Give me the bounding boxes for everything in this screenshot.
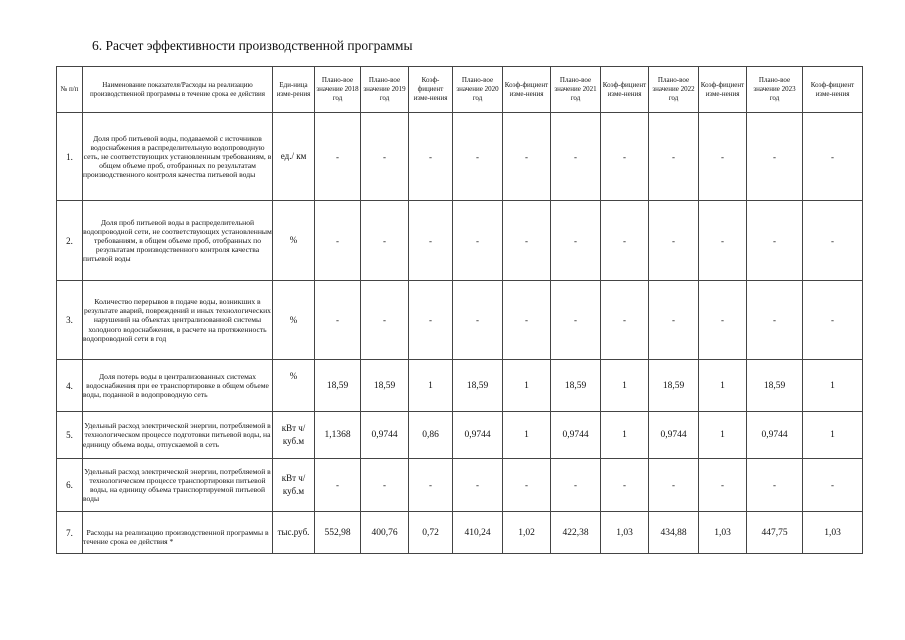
value-cell: 1 bbox=[699, 360, 747, 412]
value-cell: - bbox=[361, 113, 409, 201]
value-cell: - bbox=[747, 113, 803, 201]
value-cell: - bbox=[803, 201, 863, 281]
unit-cell: ед./ км bbox=[273, 113, 315, 201]
value-cell: - bbox=[315, 281, 361, 360]
value-cell: - bbox=[747, 201, 803, 281]
value-cell: 1 bbox=[601, 412, 649, 459]
value-cell: 400,76 bbox=[361, 512, 409, 554]
value-cell: - bbox=[551, 113, 601, 201]
value-cell: - bbox=[503, 281, 551, 360]
value-cell: - bbox=[649, 201, 699, 281]
table-row bbox=[57, 412, 863, 459]
value-cell: 18,59 bbox=[453, 360, 503, 412]
value-cell: - bbox=[699, 459, 747, 512]
value-cell: 0,72 bbox=[409, 512, 453, 554]
unit-cell: кВт ч/куб.м bbox=[273, 412, 315, 459]
value-cell: 0,9744 bbox=[361, 412, 409, 459]
value-cell: - bbox=[699, 201, 747, 281]
row-number: 7. bbox=[57, 512, 83, 554]
value-cell: - bbox=[503, 113, 551, 201]
value-cell: - bbox=[747, 459, 803, 512]
value-cell: 1,1368 bbox=[315, 412, 361, 459]
value-cell: - bbox=[747, 281, 803, 360]
value-cell: 1,03 bbox=[699, 512, 747, 554]
value-cell: 18,59 bbox=[315, 360, 361, 412]
value-cell: 1,03 bbox=[803, 512, 863, 554]
value-cell: - bbox=[409, 459, 453, 512]
value-cell: - bbox=[361, 201, 409, 281]
value-cell: 1 bbox=[601, 360, 649, 412]
value-cell: 18,59 bbox=[649, 360, 699, 412]
header-coef-2019: Коэф-фициент изме-нения bbox=[409, 67, 453, 113]
value-cell: - bbox=[315, 201, 361, 281]
indicator-name: Доля потерь воды в централизованных системах водоснабжения при ее транспортировке в общем объеме воды, поданной в водопроводную сеть bbox=[83, 360, 273, 412]
indicator-name: Количество перерывов в подаче воды, возникших в результате аварий, повреждений и иных технологических нарушений на объектах централизованной системы холодного водоснабжения, в расчете на протяженность водопроводной сети в год bbox=[83, 281, 273, 360]
value-cell: 0,86 bbox=[409, 412, 453, 459]
table-row bbox=[57, 459, 863, 512]
indicator-name: Доля проб питьевой воды, подаваемой с источников водоснабжения в распределительную водопроводную сеть, не соответствующих установленным требованиям, в общем объеме проб, отобранных по результатам производственного контроля качества питьевой воды bbox=[83, 113, 273, 201]
row-number: 3. bbox=[57, 281, 83, 360]
indicator-name: Расходы на реализацию производственной программы в течение срока ее действия * bbox=[83, 512, 273, 554]
value-cell: 1 bbox=[699, 412, 747, 459]
header-unit: Еди-ница изме-рения bbox=[273, 67, 315, 113]
value-cell: - bbox=[503, 459, 551, 512]
value-cell: - bbox=[803, 281, 863, 360]
value-cell: - bbox=[601, 201, 649, 281]
section-title: 6. Расчет эффективности производственной программы bbox=[92, 38, 413, 53]
value-cell: - bbox=[601, 281, 649, 360]
value-cell: - bbox=[601, 459, 649, 512]
value-cell: - bbox=[649, 459, 699, 512]
header-plan-2018: Плано-вое значение 2018 год bbox=[315, 67, 361, 113]
value-cell: - bbox=[601, 113, 649, 201]
value-cell: 434,88 bbox=[649, 512, 699, 554]
value-cell: 1 bbox=[803, 412, 863, 459]
value-cell: 0,9744 bbox=[649, 412, 699, 459]
header-plan-2019: Плано-вое значение 2019 год bbox=[361, 67, 409, 113]
header-num: № п/п bbox=[57, 67, 83, 113]
value-cell: - bbox=[803, 113, 863, 201]
efficiency-table bbox=[56, 66, 863, 554]
value-cell: 1 bbox=[503, 360, 551, 412]
header-name: Наименование показателя/Расходы на реализацию производственной программы в течение срока ее действия bbox=[83, 67, 273, 113]
value-cell: - bbox=[453, 201, 503, 281]
value-cell: 0,9744 bbox=[453, 412, 503, 459]
value-cell: - bbox=[315, 113, 361, 201]
value-cell: 1 bbox=[409, 360, 453, 412]
value-cell: - bbox=[361, 281, 409, 360]
value-cell: 0,9744 bbox=[551, 412, 601, 459]
unit-cell: % bbox=[273, 281, 315, 360]
unit-cell: тыс.руб. bbox=[273, 512, 315, 554]
value-cell: - bbox=[649, 281, 699, 360]
value-cell: - bbox=[551, 281, 601, 360]
row-number: 2. bbox=[57, 201, 83, 281]
value-cell: 18,59 bbox=[747, 360, 803, 412]
unit-cell: % bbox=[273, 360, 315, 412]
header-plan-2021: Плано-вое значение 2021 год bbox=[551, 67, 601, 113]
value-cell: - bbox=[453, 281, 503, 360]
value-cell: 410,24 bbox=[453, 512, 503, 554]
value-cell: - bbox=[699, 281, 747, 360]
value-cell: - bbox=[503, 201, 551, 281]
value-cell: - bbox=[551, 201, 601, 281]
table-row bbox=[57, 113, 863, 201]
value-cell: - bbox=[551, 459, 601, 512]
indicator-name: Удельный расход электрической энергии, потребляемой в технологическом процессе подготовки питьевой воды, на единицу объема воды, отпускаемой в сеть bbox=[83, 412, 273, 459]
table-row bbox=[57, 281, 863, 360]
value-cell: - bbox=[699, 113, 747, 201]
value-cell: - bbox=[453, 459, 503, 512]
value-cell: 447,75 bbox=[747, 512, 803, 554]
table-row bbox=[57, 360, 863, 412]
value-cell: 1,03 bbox=[601, 512, 649, 554]
value-cell: 552,98 bbox=[315, 512, 361, 554]
unit-cell: кВт ч/куб.м bbox=[273, 459, 315, 512]
header-plan-2022: Плано-вое значение 2022 год bbox=[649, 67, 699, 113]
value-cell: 1 bbox=[803, 360, 863, 412]
header-row bbox=[57, 67, 863, 113]
header-coef-2022: Коэф-фициент изме-нения bbox=[699, 67, 747, 113]
value-cell: - bbox=[315, 459, 361, 512]
header-coef-2020: Коэф-фициент изме-нения bbox=[503, 67, 551, 113]
value-cell: 0,9744 bbox=[747, 412, 803, 459]
value-cell: 422,38 bbox=[551, 512, 601, 554]
value-cell: - bbox=[361, 459, 409, 512]
value-cell: - bbox=[649, 113, 699, 201]
row-number: 4. bbox=[57, 360, 83, 412]
header-coef-2023: Коэф-фициент изме-нения bbox=[803, 67, 863, 113]
indicator-name: Удельный расход электрической энергии, потребляемой в технологическом процессе транспортировки питьевой воды, на единицу объема транспортируемой питьевой воды bbox=[83, 459, 273, 512]
header-coef-2021: Коэф-фициент изме-нения bbox=[601, 67, 649, 113]
table-row bbox=[57, 201, 863, 281]
row-number: 5. bbox=[57, 412, 83, 459]
indicator-name: Доля проб питьевой воды в распределительной водопроводной сети, не соответствующих установленным требованиям, в общем объеме проб, отобранных по результатам производственного контроля качества питьевой воды bbox=[83, 201, 273, 281]
value-cell: - bbox=[453, 113, 503, 201]
header-plan-2020: Плано-вое значение 2020 год bbox=[453, 67, 503, 113]
value-cell: - bbox=[803, 459, 863, 512]
row-number: 6. bbox=[57, 459, 83, 512]
value-cell: 18,59 bbox=[361, 360, 409, 412]
value-cell: - bbox=[409, 113, 453, 201]
header-plan-2023: Плано-вое значение 2023 год bbox=[747, 67, 803, 113]
row-number: 1. bbox=[57, 113, 83, 201]
value-cell: - bbox=[409, 201, 453, 281]
table-row bbox=[57, 512, 863, 554]
value-cell: 1,02 bbox=[503, 512, 551, 554]
value-cell: - bbox=[409, 281, 453, 360]
value-cell: 1 bbox=[503, 412, 551, 459]
unit-cell: % bbox=[273, 201, 315, 281]
value-cell: 18,59 bbox=[551, 360, 601, 412]
